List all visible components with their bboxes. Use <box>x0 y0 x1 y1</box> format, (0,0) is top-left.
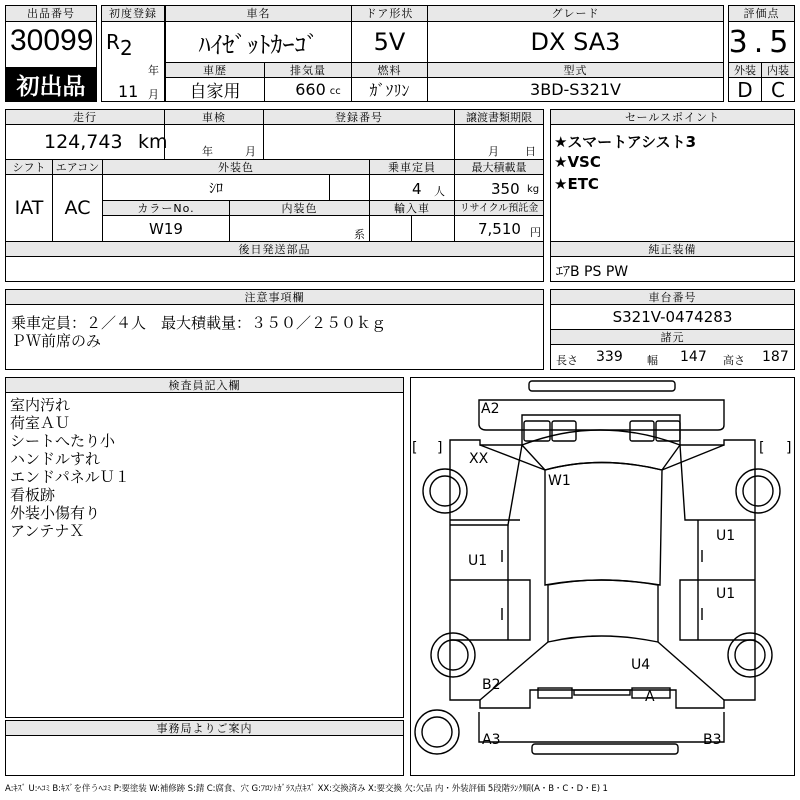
import-label: 輸入車 <box>369 200 455 216</box>
note-8: アンテナＸ <box>10 522 85 540</box>
bracket-right-open: [ <box>759 440 765 456</box>
model-label: 型式 <box>427 62 724 78</box>
mileage-label: 走行 <box>5 109 165 125</box>
width: 147 <box>680 349 707 365</box>
color-no-label: カラーNo. <box>102 200 230 216</box>
history-label: 車歴 <box>165 62 265 78</box>
genuine: ｴｱB PS PW <box>556 264 629 280</box>
score-cell <box>728 21 795 63</box>
inspector-notes <box>10 396 130 540</box>
first-listing-text: 初出品 <box>16 73 86 100</box>
car-name-cell <box>165 21 352 63</box>
car-name: ﾊｲｾﾞｯﾄｶｰｺﾞ <box>198 30 319 59</box>
color-no: W19 <box>149 219 183 238</box>
plate-cell <box>263 124 455 160</box>
ac-label: エアコン <box>52 159 103 175</box>
body-outline <box>450 415 755 708</box>
chassis-label: 車台番号 <box>550 289 795 305</box>
mark-b2: B2 <box>482 677 501 693</box>
grade-cell <box>427 21 724 63</box>
spare-tire <box>415 710 459 754</box>
note-1: 室内汚れ <box>10 396 71 414</box>
mark-u1-left: U1 <box>468 553 488 569</box>
inspection-year-unit: 年 <box>202 145 213 158</box>
interior-cell <box>761 77 795 102</box>
door-label: ドア形状 <box>351 5 428 22</box>
height: 187 <box>762 349 789 365</box>
length-label: 長さ <box>556 354 578 367</box>
displacement-cell <box>264 77 352 102</box>
sales-point-3: ★ETC <box>554 175 599 193</box>
genuine-label: 純正装備 <box>550 241 795 257</box>
lot-no-label: 出品番号 <box>5 5 97 22</box>
rear-window <box>548 580 658 642</box>
reg-month-unit: 月 <box>148 88 159 101</box>
mark-a3: A3 <box>482 732 501 748</box>
int-color-suffix: 系 <box>354 228 365 241</box>
legend: A:ｷｽﾞ U:ﾍｺﾐ B:ｷｽﾞを伴うﾍｺﾐ P:要塗装 W:補修跡 S:錆 C:腐食、穴 G:ﾌﾛﾝﾄｶﾞﾗｽ点ｷｽﾞ XX:交換済み X:要交換 欠:欠品 内・外装評価 5段階ﾗﾝｸ順(A・B・C・D・E) 1 <box>5 784 608 794</box>
note-5: エンドパネルＵ１ <box>10 468 130 486</box>
caution-line-1: 乗車定員：２／４人 最大積載量：３５０／２５０ｋｇ <box>11 314 387 332</box>
exterior-cell <box>728 77 762 102</box>
mark-a2: A2 <box>481 401 500 417</box>
import-cell <box>369 215 412 242</box>
reg-month: 11 <box>118 82 139 101</box>
later-parts-label: 後日発送部品 <box>5 241 544 257</box>
caution-label: 注意事項欄 <box>5 289 544 305</box>
transfer-label: 譲渡書類期限 <box>454 109 544 125</box>
sales-point-1: ★スマートアシスト3 <box>554 133 697 151</box>
left-rear-door <box>450 580 530 640</box>
import-sub-cell <box>411 215 455 242</box>
recycle: 7,510 <box>478 220 521 238</box>
fuel-label: 燃料 <box>351 62 428 78</box>
ac-cell <box>52 174 103 242</box>
fuel: ｶﾞｿﾘﾝ <box>369 81 410 100</box>
max-load-unit: kg <box>527 184 540 195</box>
exterior-label: 外装 <box>728 62 762 78</box>
plate-label: 登録番号 <box>263 109 455 125</box>
era: R <box>106 30 120 54</box>
bracket-left-close: ] <box>437 440 443 456</box>
front-grille <box>524 421 680 441</box>
recycle-label: リサイクル預託金 <box>454 200 544 216</box>
ac: AC <box>64 197 91 219</box>
transfer-day-unit: 日 <box>525 145 536 158</box>
wheel-front-left <box>423 469 467 513</box>
chassis-number: S321V-0474283 <box>612 308 733 326</box>
car-name-label: 車名 <box>165 5 352 22</box>
mark-a-rear: A <box>645 689 655 705</box>
displacement-unit: cc <box>329 86 341 97</box>
office-cell <box>5 735 404 776</box>
damage-diagram <box>410 377 795 776</box>
inspection-month-unit: 月 <box>245 145 256 158</box>
height-label: 高さ <box>723 354 745 367</box>
mark-w1: W1 <box>548 473 571 489</box>
ext-color-cell <box>102 174 330 201</box>
wheel-rear-right <box>728 633 772 677</box>
sales-point-2: ★VSC <box>554 153 601 171</box>
exterior-grade: D <box>737 77 753 102</box>
color-no-cell <box>102 215 230 242</box>
right-front-door <box>680 445 755 520</box>
width-label: 幅 <box>647 354 658 367</box>
recycle-unit: 円 <box>530 226 541 239</box>
spec-cell <box>550 344 795 370</box>
score: 3.5 <box>728 24 795 60</box>
displacement-label: 排気量 <box>264 62 352 78</box>
mark-xx: XX <box>469 451 489 467</box>
max-load-label: 最大積載量 <box>454 159 544 175</box>
grade-label: グレード <box>427 5 724 22</box>
history-cell <box>165 77 265 102</box>
mark-b3: B3 <box>703 732 722 748</box>
inspector-label: 検査員記入欄 <box>5 377 404 393</box>
chassis-cell <box>550 304 795 330</box>
first-reg-label: 初度登録 <box>101 5 165 22</box>
inspection-label: 車検 <box>164 109 264 125</box>
mark-u1-right-front: U1 <box>716 528 736 544</box>
history: 自家用 <box>189 82 241 102</box>
sales-label: セールスポイント <box>550 109 795 125</box>
ext-color: ｼﾛ <box>209 180 223 197</box>
interior-label: 内装 <box>761 62 795 78</box>
wheel-front-right <box>736 469 780 513</box>
rear-bumper <box>479 712 724 742</box>
transfer-month-unit: 月 <box>488 145 499 158</box>
lot-no: 30099 <box>10 24 94 57</box>
capacity: 4 <box>412 180 422 198</box>
ext-color-label: 外装色 <box>102 159 370 175</box>
rear-bumper-bottom <box>532 744 678 754</box>
office-label: 事務局よりご案内 <box>5 720 404 736</box>
note-7: 外装小傷有り <box>10 504 101 522</box>
reg-year: 2 <box>120 36 133 60</box>
note-4: ハンドルすれ <box>10 450 101 468</box>
mileage: 124,743 <box>44 131 123 153</box>
shift-cell <box>5 174 53 242</box>
door-cell <box>351 21 428 63</box>
grade: DX SA3 <box>530 28 621 56</box>
note-2: 荷室ＡＵ <box>10 414 71 432</box>
shift: IAT <box>14 197 44 219</box>
door: 5V <box>373 28 406 56</box>
bracket-right-close: ] <box>786 440 792 456</box>
mark-u1-right-rear: U1 <box>716 586 736 602</box>
score-label: 評価点 <box>728 5 795 22</box>
interior-grade: C <box>771 77 785 102</box>
note-3: シートへたり小 <box>10 432 116 450</box>
ext-color-sub-cell <box>329 174 370 201</box>
max-load: 350 <box>491 180 520 198</box>
note-6: 看板跡 <box>10 486 56 504</box>
int-color-label: 内装色 <box>229 200 370 216</box>
mileage-unit: km <box>138 131 168 153</box>
int-color-cell <box>229 215 370 242</box>
mark-u4: U4 <box>631 657 651 673</box>
displacement: 660 <box>295 80 326 99</box>
length: 339 <box>596 349 623 365</box>
capacity-label: 乗車定員 <box>369 159 455 175</box>
bracket-left-open: [ <box>412 440 418 456</box>
capacity-unit: 人 <box>434 185 445 198</box>
caution-line-2: ＰＷ前席のみ <box>11 332 102 350</box>
shift-label: シフト <box>5 159 53 175</box>
model-cell <box>427 77 724 102</box>
fuel-cell <box>351 77 428 102</box>
later-parts-cell <box>5 256 544 282</box>
model: 3BD-S321V <box>530 80 621 99</box>
first-listing-badge <box>6 67 96 101</box>
wheel-rear-left <box>431 633 475 677</box>
spec-label: 諸元 <box>550 329 795 345</box>
front-bumper-top <box>529 381 675 391</box>
reg-year-unit: 年 <box>148 64 159 77</box>
